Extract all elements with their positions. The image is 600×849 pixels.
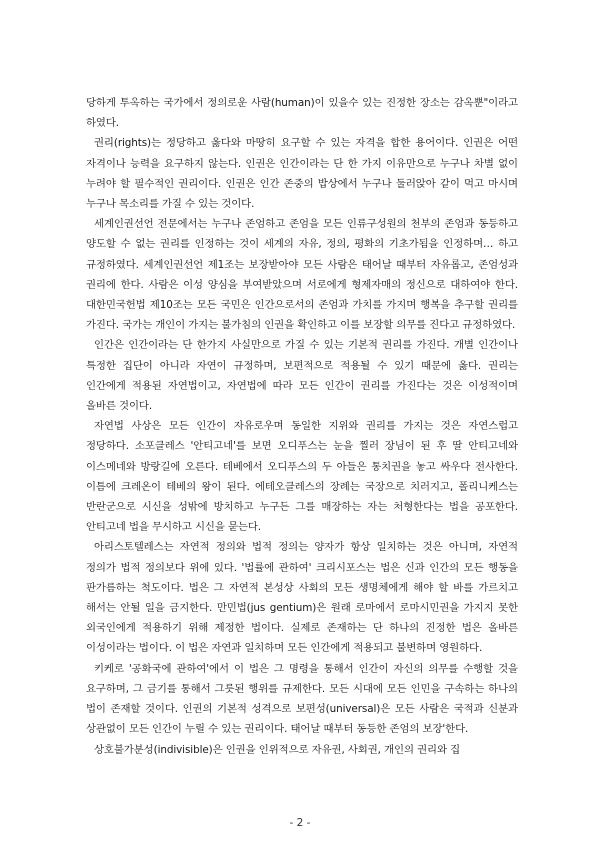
page-number: - 2 -: [289, 817, 311, 829]
body-text: [86, 93, 518, 760]
paragraph-aristotle: 아리스토텔레스는 자연적 정의와 법적 정의는 양자가 항상 일치하는 것은 아니며, 자연적 정의가 법적 정의보다 위에 있다. '법률에 관하여' 크리시포스는 법은 신과 인간의 모든 행동을 판가름하는 척도이다. 법은 그 자연적 본성상 사회의 모든 생명체에게 해야 할 바를 가르치고 해서는 안될 일을 금지한다. 만민법(jus gentium)은 원래 로마에서 로마시민권을 가지지 못한 외국인에게 적용하기 위해 제정한 법이다. 실제로 존재하는 단 하나의 진정한 법은 올바른 이성이라는 법이다. 이 법은 자연과 일치하며 모든 인간에게 적용되고 불변하며 영원하다.: [86, 541, 518, 655]
paragraph-indivisible: 상호불가분성(indivisible)은 인권을 인위적으로 자유권, 사회권, 개인의 권리와 집: [94, 743, 461, 756]
paragraph-natural-law: 자연법 사상은 모든 인간이 자유로우며 동일한 지위와 권리를 가지는 것은 자연스럽고 정당하다. 소포클레스 '안티고네'를 보면 오디푸스는 눈을 찔러 장님이 된 후 딸 안티고네와 이스메네와 방랑길에 오른다. 테베에서 오디푸스의 두 아들은 통치권을 놓고 싸우다 전사한다. 이틈에 크레온이 테베의 왕이 된다. 에테오클레스의 장례는 국장으로 치러지고, 폴리니케스는 반란군으로 시신을 성밖에 방치하고 누구든 그를 매장하는 자는 처형한다는 법을 공포한다. 안티고네 법을 무시하고 시신을 묻는다.: [86, 420, 518, 534]
paragraph-basic-rights: 인간은 인간이라는 단 한가지 사실만으로 가질 수 있는 기본적 권리를 가진다. 개별 인간이나 특정한 집단이 아니라 자연이 규정하며, 보편적으로 적용될 수 있기 때문에 옳다. 권리는 인간에게 적용된 자연법이고, 자연법에 따라 모든 인간이 권리를 가진다는 것은 이성적이며 올바른 것이다.: [86, 339, 518, 413]
paragraph-rights: 권리(rights)는 정당하고 옳다와 마땅히 요구할 수 있는 자격을 합한 용어이다. 인권은 어떤 자격이나 능력을 요구하지 않는다. 인권은 인간이라는 단 한 가지 이유만으로 누구나 차별 없이 누려야 할 필수적인 권리이다. 인권은 인간 존중의 밥상에서 누구나 둘러앉아 같이 먹고 마시며 누구나 목소리를 가질 수 있는 것이다.: [86, 137, 518, 211]
paragraph-continuation: 당하게 투옥하는 국가에서 정의로운 사람(human)이 있을수 있는 진정한 장소는 감옥뿐"이라고 하였다.: [86, 97, 518, 130]
paragraph-udhr: 세계인권선언 전문에서는 누구나 존엄하고 존엄을 모든 인류구성원의 천부의 존엄과 동등하고 양도할 수 없는 권리를 인정하는 것이 세계의 자유, 정의, 평화의 기초가됨을 인정하며… 하고 규정하였다. 세계인권선언 제1조는 보장받아야 모든 사람은 태어날 때부터 자유롭고, 존엄성과 권리에 한다. 사람은 이성 양심을 부여받았으며 서로에게 형제자매의 정신으로 대하여야 한다. 대한민국헌법 제10조는 모든 국민은 인간으로서의 존엄과 가치를 가지며 행복을 추구할 권리를 가진다. 국가는 개인이 가지는 불가침의 인권을 확인하고 이를 보장할 의무를 진다고 규정하였다.: [86, 218, 518, 332]
paragraph-cicero: 키케로 '공화국에 관하여'에서 이 법은 그 명령을 통해서 인간이 자신의 의무를 수행할 것을 요구하며, 그 금기를 통해서 그릇된 행위를 규제한다. 모든 시대에 모든 인민을 구속하는 하나의 법이 존재할 것이다. 인권의 기본적 성격으로 보편성(universal)은 모든 사람은 국적과 신분과 상관없이 모든 인간이 누릴 수 있는 권리이다. 태어날 때부터 동등한 존엄의 보장'한다.: [86, 662, 518, 736]
